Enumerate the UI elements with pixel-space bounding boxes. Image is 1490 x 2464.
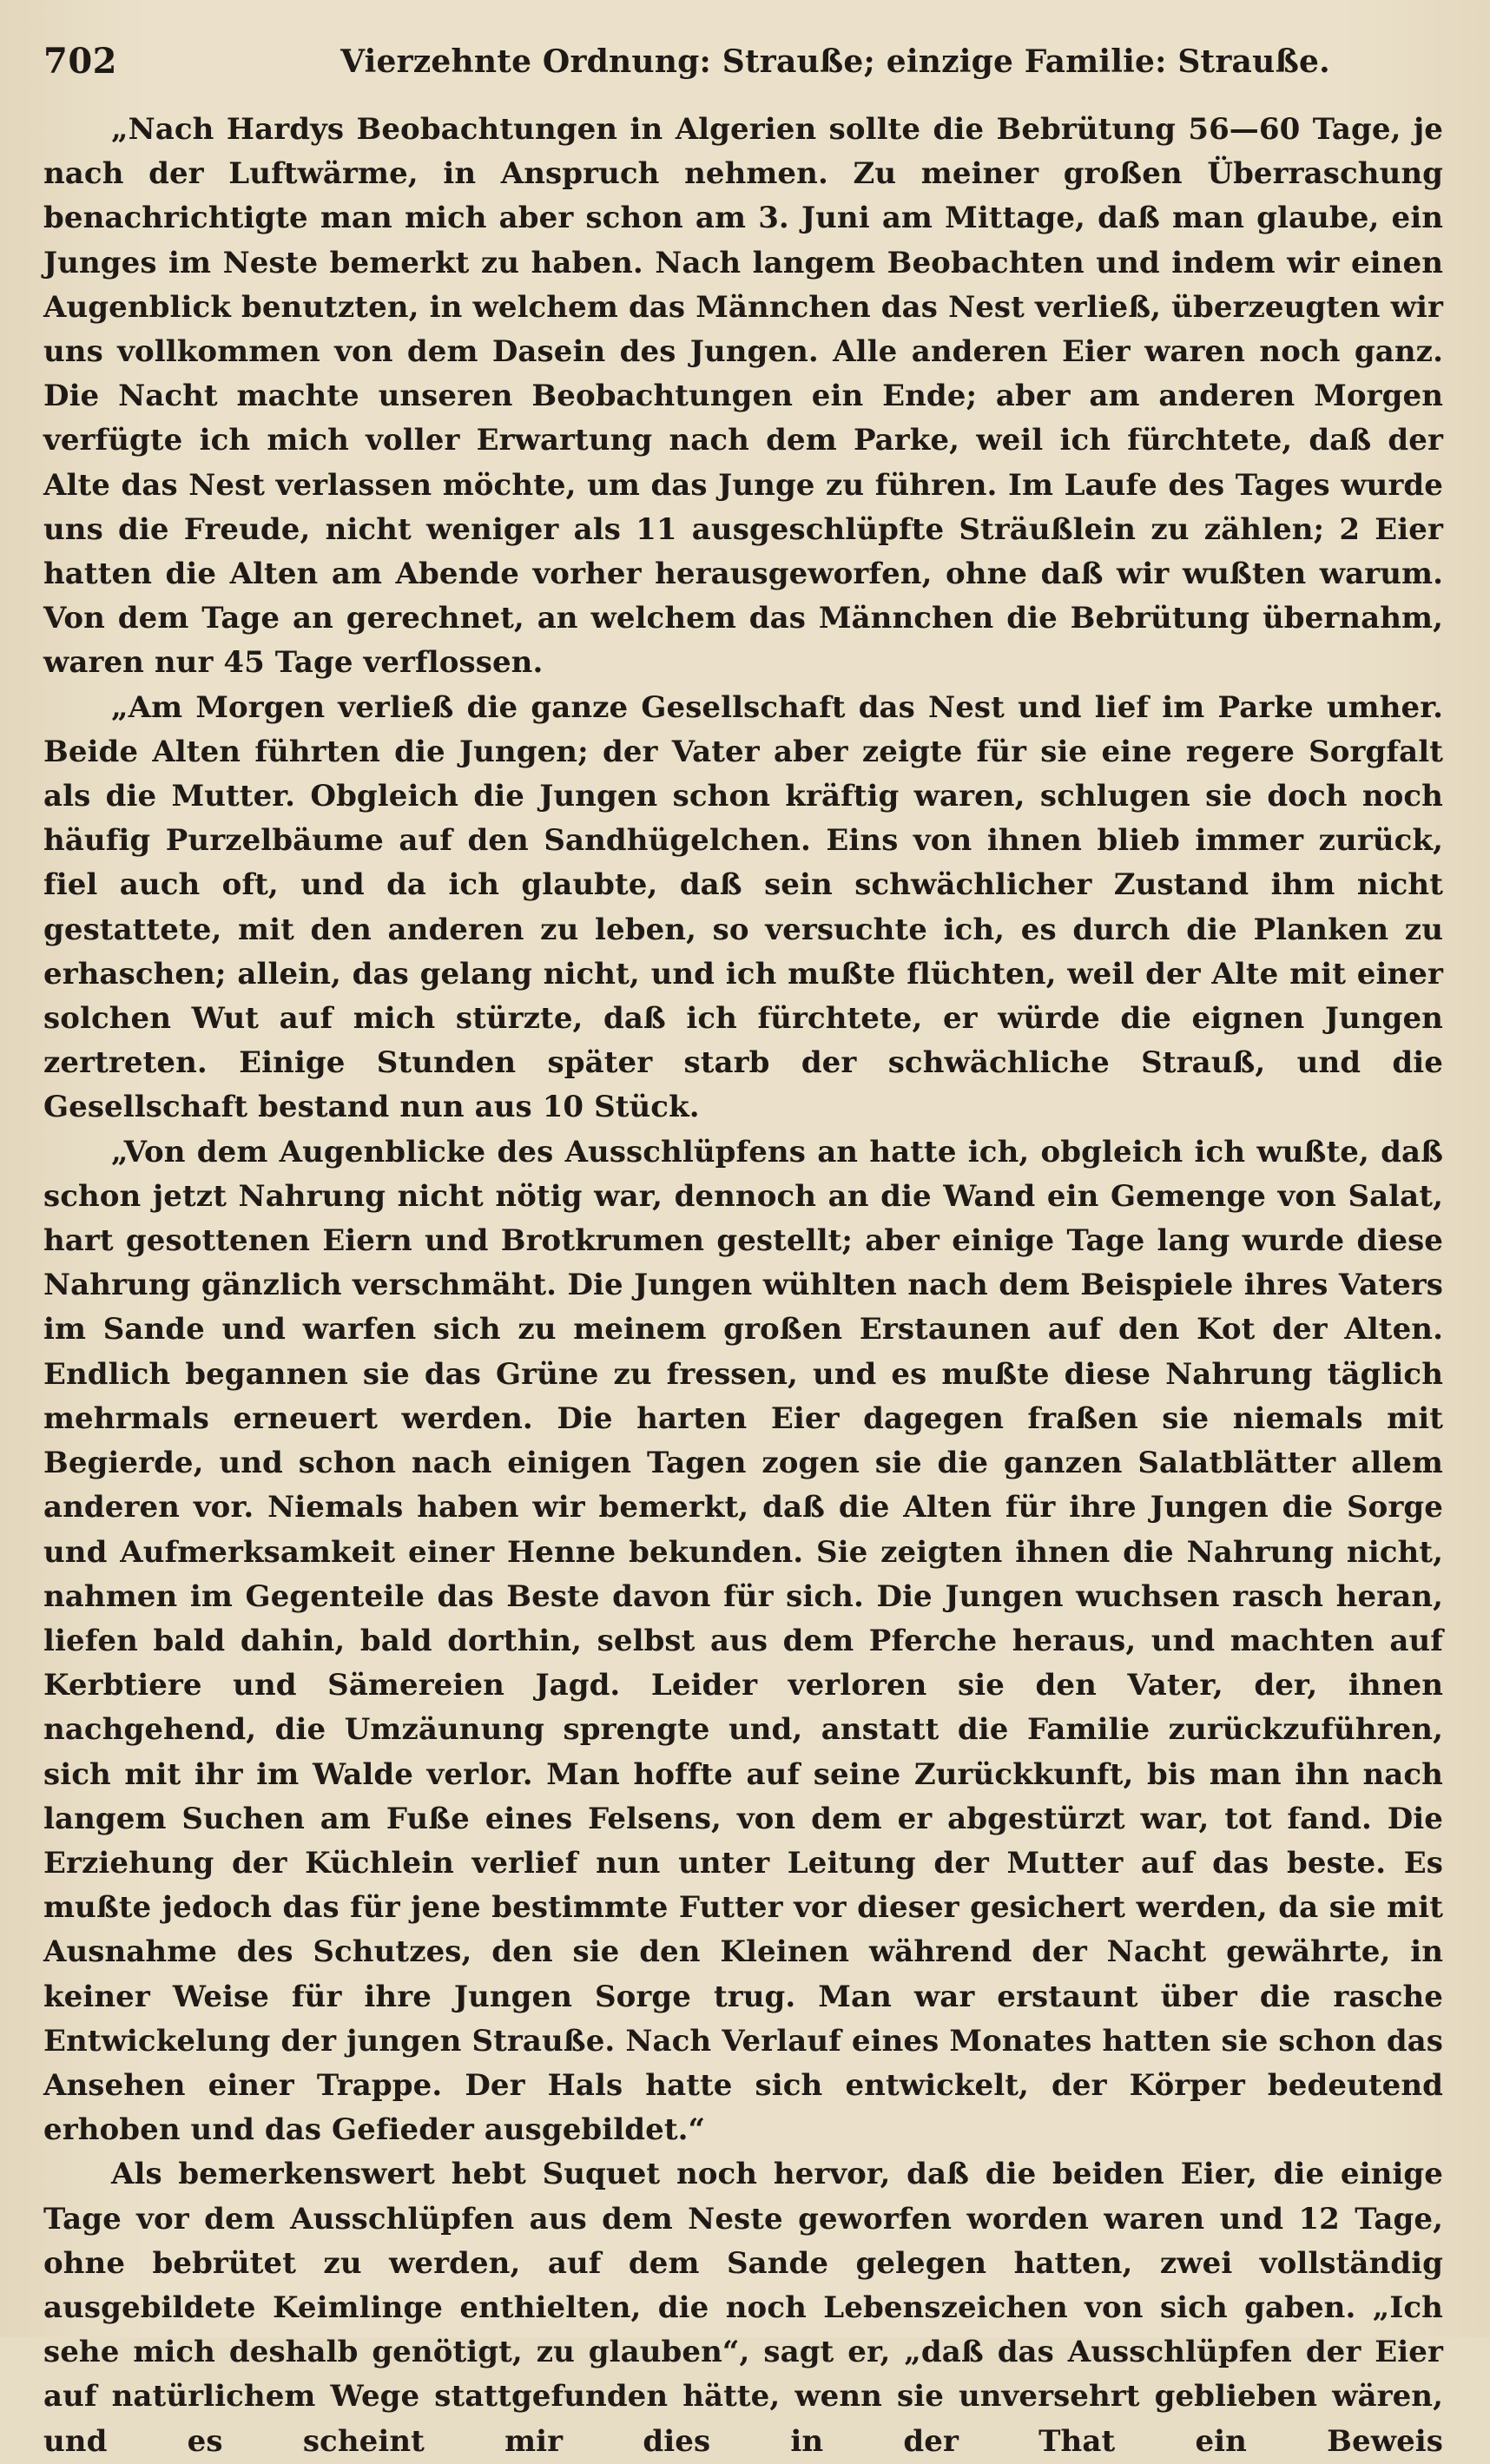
running-head: Vierzehnte Ordnung: Strauße; einzige Familie: Strauße.	[340, 43, 1330, 80]
paragraph-2: „Am Morgen verließ die ganze Gesellschaft das Nest und lief im Parke umher. Beide Alten führten die Jungen; der Vater aber zeigte für sie eine regere Sorgfalt als die Mutter. Obgleich die Jungen schon kräftig waren, schlugen sie doch noch häufig Purzelbäume auf den Sandhügelchen. Eins von ihnen blieb immer zurück, fiel auch oft, und da ich glaubte, daß sein schwächlicher Zustand ihm nicht gestattete, mit den anderen zu leben, so versuchte ich, es durch die Planken zu erhaschen; allein, das gelang nicht, und ich mußte flüchten, weil der Alte mit einer solchen Wut auf mich stürzte, daß ich fürchtete, er würde die eignen Jungen zertreten. Einige Stunden später starb der schwächliche Strauß, und die Gesellschaft bestand nun aus 10 Stück.	[43, 689, 1443, 1125]
page-number: 702	[43, 41, 117, 82]
paragraph-4: Als bemerkenswert hebt Suquet noch hervor, daß die beiden Eier, die einige Tage vor dem Ausschlüpfen aus dem Neste geworfen worden waren und 12 Tage, ohne bebrütet zu werden, auf dem Sande gelegen hatten, zwei vollständig ausgebildete Keimlinge enthielten, die noch Lebenszeichen von sich gaben. „Ich sehe mich deshalb genötigt, zu glauben“, sagt er, „daß das Ausschlüpfen der Eier auf natürlichem Wege stattgefunden hätte, wenn sie unversehrt geblieben wären, und es scheint mir dies in der That ein Beweis	[43, 2157, 1443, 2459]
paragraph-1: „Nach Hardys Beobachtungen in Algerien sollte die Bebrütung 56—60 Tage, je nach der Luftwärme, in Anspruch nehmen. Zu meiner großen Überraschung benachrichtigte man mich aber schon am 3. Juni am Mittage, daß man glaube, ein Junges im Neste bemerkt zu haben. Nach langem Beobachten und indem wir einen Augenblick benutzten, in welchem das Männchen das Nest verließ, überzeugten wir uns vollkommen von dem Dasein des Jungen. Alle anderen Eier waren noch ganz. Die Nacht machte unseren Beobachtungen ein Ende; aber am anderen Morgen verfügte ich mich voller Erwartung nach dem Parke, weil ich fürchtete, daß der Alte das Nest verlassen möchte, um das Junge zu führen. Im Laufe des Tages wurde uns die Freude, nicht weniger als 11 ausgeschlüpfte Sträußlein zu zählen; 2 Eier hatten die Alten am Abende vorher herausgeworfen, ohne daß wir wußten warum. Von dem Tage an gerechnet, an welchem das Männchen die Bebrütung übernahm, waren nur 45 Tage verflossen.	[43, 112, 1443, 681]
paragraph-3: „Von dem Augenblicke des Ausschlüpfens an hatte ich, obgleich ich wußte, daß schon jetzt Nahrung nicht nötig war, dennoch an die Wand ein Gemenge von Salat, hart gesottenen Eiern und Brotkrumen gestellt; aber einige Tage lang wurde diese Nahrung gänzlich verschmäht. Die Jungen wühlten nach dem Beispiele ihres Vaters im Sande und warfen sich zu meinem großen Erstaunen auf den Kot der Alten. Endlich begannen sie das Grüne zu fressen, und es mußte diese Nahrung täglich mehrmals erneuert werden. Die harten Eier dagegen fraßen sie niemals mit Begierde, und schon nach einigen Tagen zogen sie die ganzen Salatblätter allem anderen vor. Niemals haben wir bemerkt, daß die Alten für ihre Jungen die Sorge und Aufmerksamkeit einer Henne bekunden. Sie zeigten ihnen die Nahrung nicht, nahmen im Gegenteile das Beste davon für sich. Die Jungen wuchsen rasch heran, liefen bald dahin, bald dorthin, selbst aus dem Pferche heraus, und machten auf Kerbtiere und Sämereien Jagd. Leider verloren sie den Vater, der, ihnen nachgehend, die Umzäunung sprengte und, anstatt die Familie zurückzuführen, sich mit ihr im Walde verlor. Man hoffte auf seine Zurückkunft, bis man ihn nach langem Suchen am Fuße eines Felsens, von dem er abgestürzt war, tot fand. Die Erziehung der Küchlein verlief nun unter Leitung der Mutter auf das beste. Es mußte jedoch das für jene bestimmte Futter vor dieser gesichert werden, da sie mit Ausnahme des Schutzes, den sie den Kleinen während der Nacht gewährte, in keiner Weise für ihre Jungen Sorge trug. Man war erstaunt über die rasche Entwickelung der jungen Strauße. Nach Verlauf eines Monates hatten sie schon das Ansehen einer Trappe. Der Hals hatte sich entwickelt, der Körper bedeutend erhoben und das Gefieder ausgebildet.“	[43, 1134, 1443, 2148]
main-text	[43, 108, 1443, 2464]
page-header	[43, 30, 1445, 90]
